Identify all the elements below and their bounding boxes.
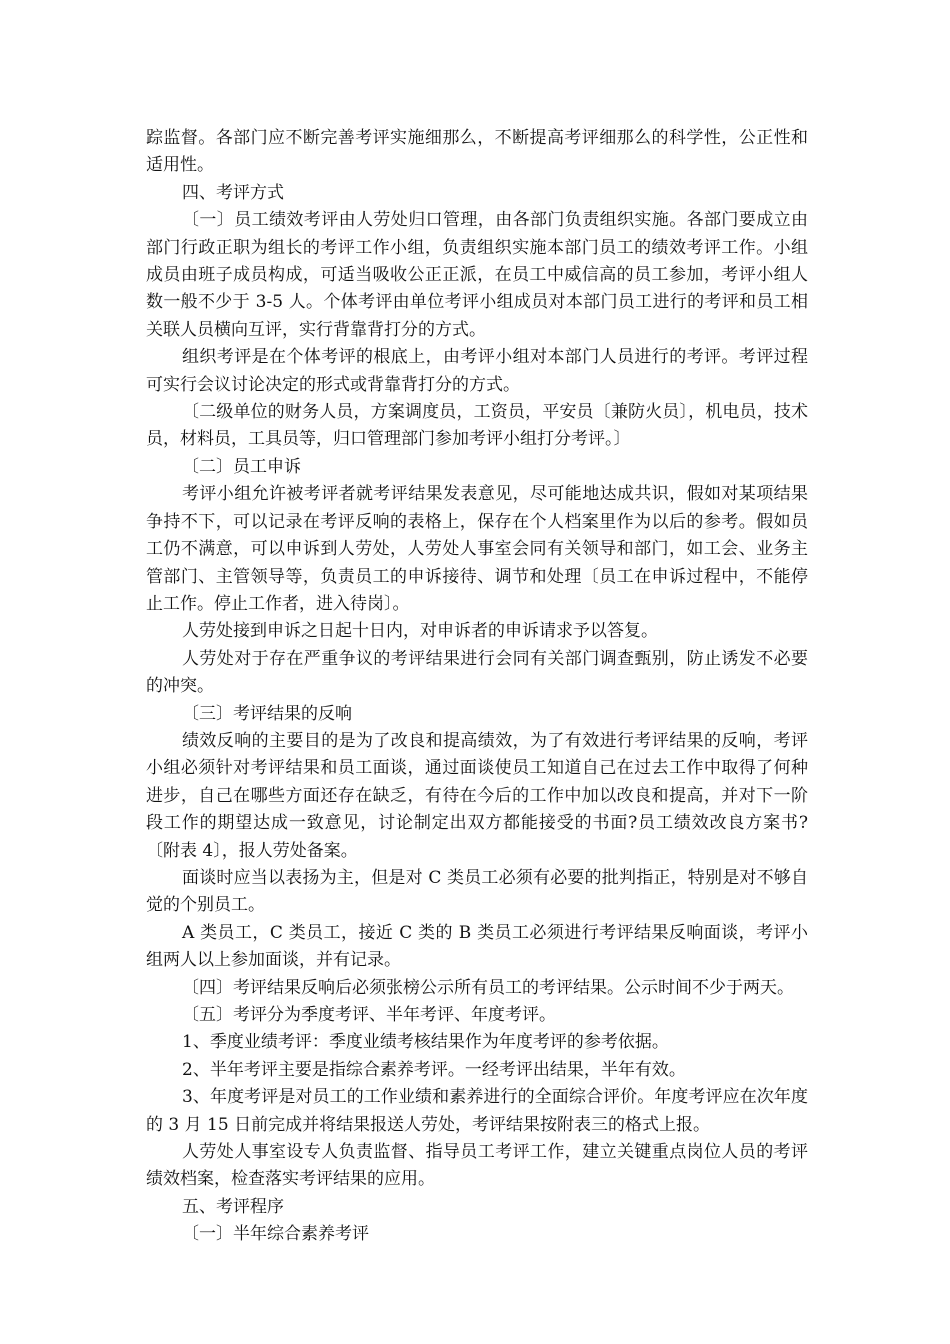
- paragraph: 〔四〕考评结果反响后必须张榜公示所有员工的考评结果。公示时间不少于两天。: [182, 977, 794, 998]
- paragraph: 人劳处人事室设专人负责监督、指导员工考评工作，建立关键重点岗位人员的考评绩效档案，检查落实考评结果的应用。: [146, 1142, 808, 1190]
- subsection-heading: 〔二〕员工申诉: [182, 456, 301, 477]
- subsection-heading: 〔三〕考评结果的反响: [182, 703, 352, 724]
- subsection-heading: 〔一〕半年综合素养考评: [182, 1224, 369, 1245]
- section-heading: 四、考评方式: [182, 182, 284, 203]
- paragraph: 〔一〕员工绩效考评由人劳处归口管理，由各部门负责组织实施。各部门要成立由部门行政正职为组长的考评工作小组，负责组织实施本部门员工的绩效考评工作。小组成员由班子成员构成，可适当吸收公正正派，在员工中威信高的员工参加，考评小组人数一般不少于 3-5 人。个体考评由单位考评小组成员对本部门员工进行的考评和员工相关联人员横向互评，实行背靠背打分的方式。: [146, 210, 808, 340]
- paragraph: 人劳处接到申诉之日起十日内，对申诉者的申诉请求予以答复。: [182, 621, 658, 642]
- paragraph: 人劳处对于存在严重争议的考评结果进行会同有关部门调查甄别，防止诱发不必要的冲突。: [146, 648, 808, 697]
- paragraph: 组织考评是在个体考评的根底上，由考评小组对本部门人员进行的考评。考评过程可实行会议讨论决定的形式或背靠背打分的方式。: [146, 347, 808, 395]
- document-body: [146, 125, 808, 1249]
- list-item: 3、年度考评是对员工的工作业绩和素养进行的全面综合评价。年度考评应在次年度的 3 月 15 日前完成并将结果报送人劳处，考评结果按附表三的格式上报。: [146, 1087, 808, 1135]
- paragraph: 考评小组允许被考评者就考评结果发表意见，尽可能地达成共识，假如对某项结果争持不下，可以记录在考评反响的表格上，保存在个人档案里作为以后的参考。假如员工仍不满意，可以申诉到人劳处，人劳处人事室会同有关领导和部门，如工会、业务主管部门、主管领导等，负责员工的申诉接待、调节和处理〔员工在申诉过程中，不能停止工作。停止工作者，进入待岗〕。: [146, 484, 808, 614]
- paragraph: A 类员工，C 类员工，接近 C 类的 B 类员工必须进行考评结果反响面谈，考评小组两人以上参加面谈，并有记录。: [146, 922, 808, 971]
- paragraph: 〔二级单位的财务人员，方案调度员，工资员，平安员〔兼防火员〕，机电员，技术员，材料员，工具员等，归口管理部门参加考评小组打分考评。〕: [146, 402, 808, 450]
- paragraph: 〔五〕考评分为季度考评、半年考评、年度考评。: [182, 1005, 556, 1025]
- paragraph: 绩效反响的主要目的是为了改良和提高绩效，为了有效进行考评结果的反响，考评小组必须针对考评结果和员工面谈，通过面谈使员工知道自己在过去工作中取得了何种进步，自己在哪些方面还存在缺乏，有待在今后的工作中加以改良和提高，并对下一阶段工作的期望达成一致意见，讨论制定出双方都能接受的书面?员工绩效改良方案书?〔附表 4〕，报人劳处备案。: [146, 730, 808, 861]
- paragraph: 踪监督。各部门应不断完善考评实施细那么，不断提高考评细那么的科学性，公正性和适用性。: [146, 128, 808, 176]
- list-item: 1、季度业绩考评：季度业绩考核结果作为年度考评的参考依据。: [182, 1032, 669, 1053]
- section-heading: 五、考评程序: [182, 1196, 284, 1217]
- paragraph: 面谈时应当以表扬为主，但是对 C 类员工必须有必要的批判指正，特别是对不够自觉的个别员工。: [146, 867, 808, 916]
- list-item: 2、半年考评主要是指综合素养考评。一经考评出结果，半年有效。: [182, 1059, 686, 1080]
